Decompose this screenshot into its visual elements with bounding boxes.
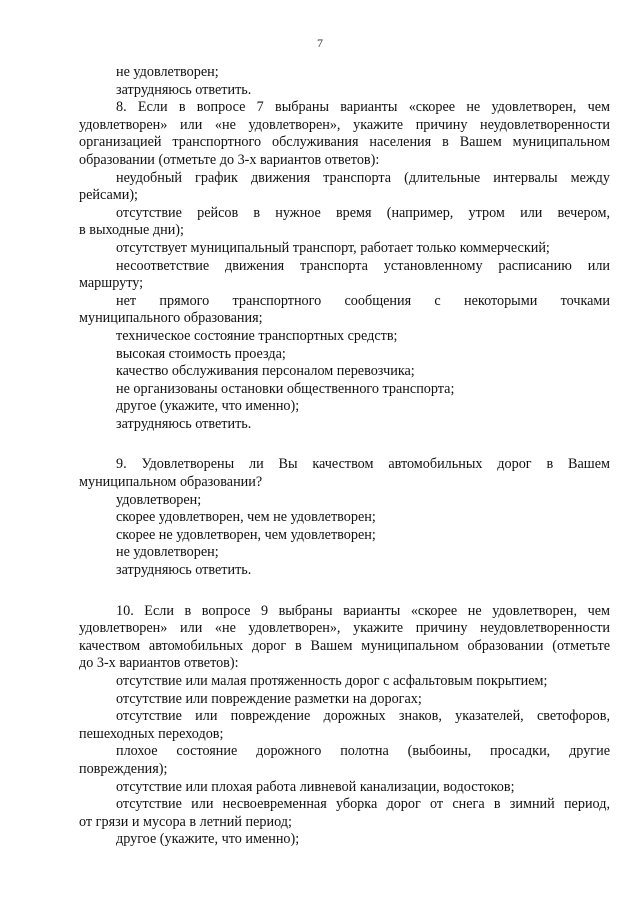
answer-option: другое (укажите, что именно);: [116, 398, 300, 415]
spacer: [79, 433, 610, 450]
answer-option: нет прямого транспортного сообщения с некоторыми точками: [116, 292, 610, 309]
answer-option: затрудняюсь ответить.: [116, 415, 252, 432]
answer-option: скорее не удовлетворен, чем удовлетворен;: [116, 526, 376, 543]
document-body: [79, 64, 610, 849]
answer-option-continued: маршруту;: [79, 275, 144, 292]
question-8-line: удовлетворен» или «не удовлетворен», укажите причину неудовлетворенности: [79, 116, 610, 133]
question-9: [79, 456, 610, 579]
answer-option: удовлетворен;: [116, 491, 202, 508]
answer-option: не организованы остановки общественного транспорта;: [116, 380, 455, 397]
answer-option: отсутствие рейсов в нужное время (например, утром или вечером,: [116, 204, 610, 221]
answer-option: скорее удовлетворен, чем не удовлетворен;: [116, 509, 376, 526]
question-10-line: 10. Если в вопросе 9 выбраны варианты «скорее не удовлетворен, чем: [116, 602, 610, 619]
answer-option: отсутствие или повреждение дорожных знаков, указателей, светофоров,: [116, 708, 610, 725]
answer-option: затрудняюсь ответить.: [116, 562, 252, 579]
option-line: затрудняюсь ответить.: [116, 81, 252, 98]
option-line: не удовлетворен;: [116, 64, 219, 80]
answer-option: высокая стоимость проезда;: [116, 345, 286, 362]
answer-option: плохое состояние дорожного полотна (выбоины, просадки, другие: [116, 743, 610, 760]
question-8-line: организацией транспортного обслуживания населения в Вашем муниципальном: [79, 134, 610, 151]
question-8-line: образовании (отметьте до 3-х вариантов ответов):: [79, 151, 380, 168]
question-10-line: качеством автомобильных дорог в Вашем муниципальном образовании (отметьте: [79, 637, 610, 654]
answer-option: техническое состояние транспортных средств;: [116, 327, 398, 344]
answer-option-continued: рейсами);: [79, 187, 138, 204]
answer-option-continued: в выходные дни);: [79, 222, 184, 239]
intro-options: [79, 64, 610, 99]
spacer: [79, 580, 610, 597]
answer-option: несоответствие движения транспорта установленному расписанию или: [116, 257, 610, 274]
answer-option-continued: пешеходных переходов;: [79, 725, 224, 742]
answer-option: не удовлетворен;: [116, 544, 219, 561]
page-number: 7: [317, 36, 323, 50]
answer-option: другое (укажите, что именно);: [116, 831, 300, 848]
question-10-line: удовлетворен» или «не удовлетворен», укажите причину неудовлетворенности: [79, 620, 610, 637]
answer-option: неудобный график движения транспорта (длительные интервалы между: [116, 169, 610, 186]
answer-option-continued: повреждения);: [79, 760, 168, 777]
question-8-line: 8. Если в вопросе 7 выбраны варианты «скорее не удовлетворен, чем: [116, 99, 610, 116]
answer-option-continued: муниципального образования;: [79, 310, 263, 327]
question-9-line: муниципальном образовании?: [79, 474, 263, 491]
answer-option: качество обслуживания персоналом перевозчика;: [116, 363, 415, 380]
question-10: [79, 603, 610, 849]
answer-option: отсутствие или плохая работа ливневой канализации, водостоков;: [116, 778, 515, 795]
answer-option: отсутствие или несвоевременная уборка дорог от снега в зимний период,: [116, 796, 610, 813]
question-9-line: 9. Удовлетворены ли Вы качеством автомобильных дорог в Вашем: [116, 456, 610, 473]
question-10-line: до 3-х вариантов ответов):: [79, 655, 239, 672]
answer-option: отсутствие или малая протяженность дорог с асфальтовым покрытием;: [116, 673, 548, 689]
question-8: [79, 99, 610, 433]
answer-option: отсутствует муниципальный транспорт, работает только коммерческий;: [116, 239, 550, 256]
answer-option-continued: от грязи и мусора в летний период;: [79, 813, 292, 830]
answer-option: отсутствие или повреждение разметки на дорогах;: [116, 690, 422, 707]
